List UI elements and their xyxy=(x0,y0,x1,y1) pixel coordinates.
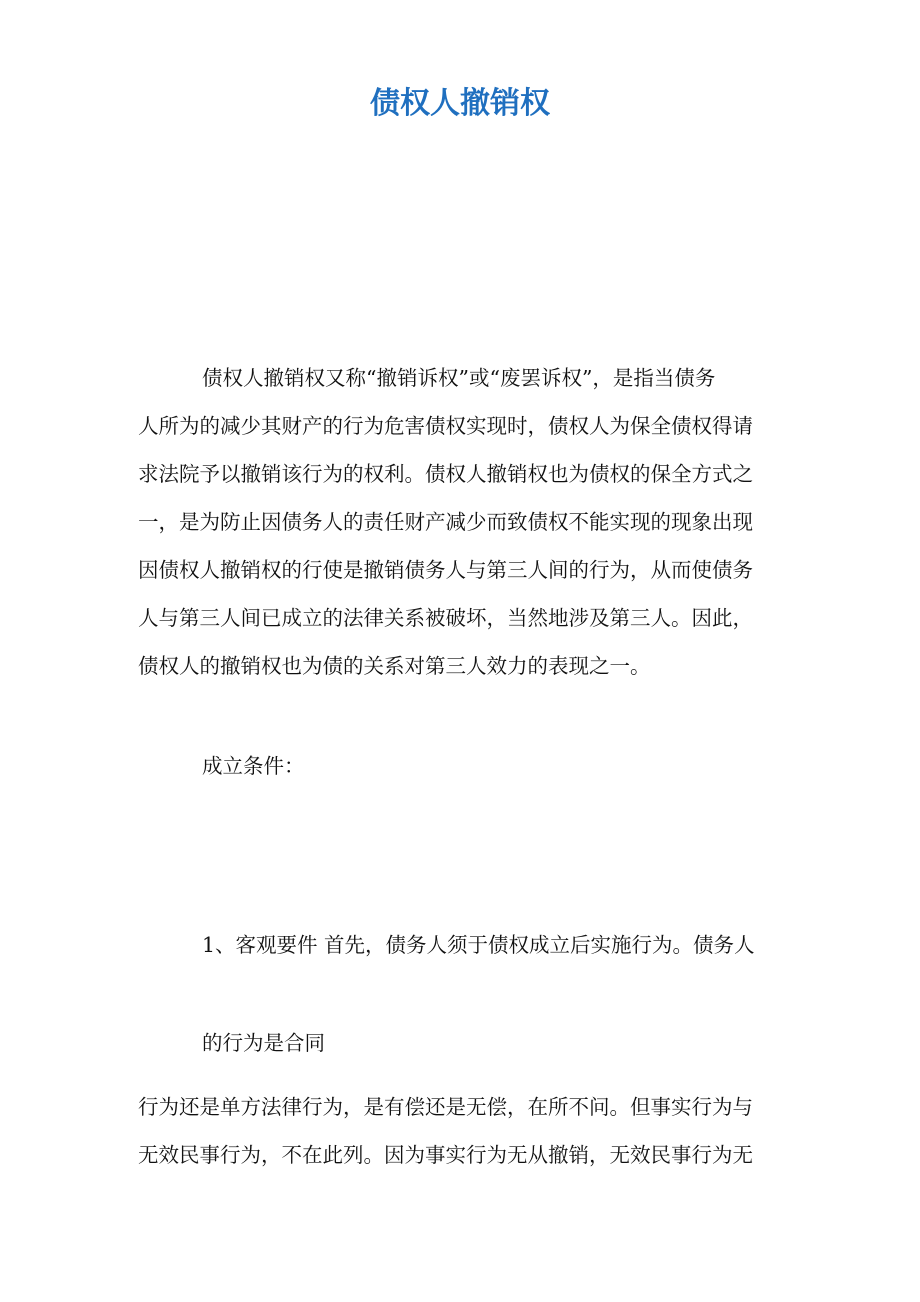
text-line: 人与第三人间已成立的法律关系被破坏，当然地涉及第三人。因此， xyxy=(138,606,753,630)
text-line: 人所为的减少其财产的行为危害债权实现时，债权人为保全债权得请 xyxy=(138,414,753,438)
item-objective-requirement: 1、客观要件 首先，债务人须于债权成立后实施行为。债务人 xyxy=(202,933,755,957)
text-line: 债权人的撤销权也为债的关系对第三人效力的表现之一。 xyxy=(138,654,651,678)
section-heading: 成立条件： xyxy=(202,754,305,778)
document-title: 债权人撤销权 xyxy=(370,86,550,121)
text-line: 一，是为防止因债务人的责任财产减少而致债权不能实现的现象出现 xyxy=(138,510,753,534)
text-line: 行为还是单方法律行为，是有偿还是无偿，在所不问。但事实行为与 xyxy=(138,1095,753,1119)
item-continuation: 的行为是合同 xyxy=(202,1031,325,1055)
text-line: 无效民事行为，不在此列。因为事实行为无从撤销，无效民事行为无 xyxy=(138,1143,753,1167)
text-line: 求法院予以撤销该行为的权利。债权人撤销权也为债权的保全方式之 xyxy=(138,462,753,486)
text-line: 因债权人撤销权的行使是撤销债务人与第三人间的行为，从而使债务 xyxy=(138,558,753,582)
text-line: 债权人撤销权又称“撤销诉权”或“废罢诉权”，是指当债务 xyxy=(202,366,716,390)
